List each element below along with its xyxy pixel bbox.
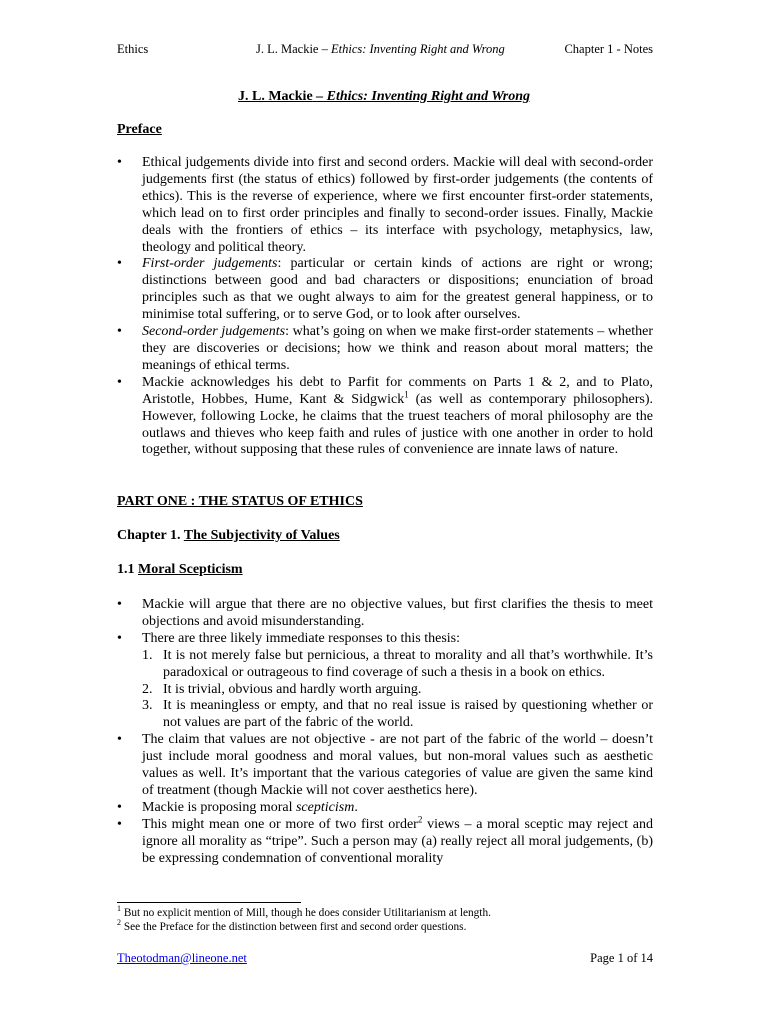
preface-bullet-4-text-a: Mackie acknowledges his debt to Parfit for comments on Parts 1 & 2, and to Plato, Aristotle, Hobbes, Hume, Kant & Sidgwick xyxy=(142,374,653,407)
title-separator: – xyxy=(316,89,324,104)
section-bullet-4-text-a: Mackie is proposing moral xyxy=(142,799,296,815)
section-bullet-3 xyxy=(117,732,653,800)
section-bullet-2-text: There are three likely immediate responses to this thesis: xyxy=(142,630,461,646)
header-left: Ethics xyxy=(117,42,149,56)
footnote-2-text: See the Preface for the distinction between first and second order questions. xyxy=(121,921,467,933)
chapter-prefix: Chapter 1. xyxy=(117,528,184,543)
chapter-title: The Subjectivity of Values xyxy=(183,528,340,543)
footnote-ref-1: 1 xyxy=(404,389,409,400)
second-order-term: Second-order judgements xyxy=(142,324,286,340)
footnote-2-number: 2 xyxy=(117,918,121,928)
header-separator: – xyxy=(321,42,328,56)
section-bullet-list xyxy=(117,597,653,868)
page-number: Page 1 of 14 xyxy=(590,951,653,965)
preface-heading: Preface xyxy=(117,122,162,137)
section-bullet-2 xyxy=(117,631,653,732)
preface-bullet-4 xyxy=(117,375,653,460)
response-number-2: 2. xyxy=(142,681,153,697)
response-text-1: It is not merely false but pernicious, a threat to morality and all that’s worthwhile. It’s paradoxical or outrageous to find coverage of such a thesis in a book on ethics. xyxy=(163,647,653,680)
response-text-2: It is trivial, obvious and hardly worth arguing. xyxy=(163,681,422,697)
footnote-1 xyxy=(117,904,491,919)
scepticism-term: scepticism xyxy=(295,799,355,815)
title-author: J. L. Mackie xyxy=(238,89,313,104)
section-bullet-5-text-b: views – a moral sceptic may reject and ignore all morality as “tripe”. Such a person may (a) really reject all moral judgements, (b) be expressing condemnation of conventional morality xyxy=(142,816,653,866)
footer-email-link[interactable]: Theotodman@lineone.net xyxy=(117,951,247,965)
preface-bullet-list xyxy=(117,155,653,459)
section-bullet-3-text: The claim that values are not objective - are not part of the fabric of the world – doesn’t just include moral goodness and moral values, but non-moral values such as aesthetic values as well. It’s important that the various categories of value are given the same kind of treatment (though Mackie will not cover aesthetics here). xyxy=(142,732,653,798)
section-bullet-1 xyxy=(117,597,653,631)
footnote-divider xyxy=(117,902,301,903)
part-one-heading: PART ONE : THE STATUS OF ETHICS xyxy=(117,494,363,509)
preface-bullet-4-text-b: (as well as contemporary philosophers). However, following Locke, he claims that the truest teachers of moral philosophy are the outlaws and thieves who keep faith and rules of justice with one another in order to hold together, without supposing that these rules of convenience are innate laws of nature. xyxy=(142,391,653,458)
section-prefix: 1.1 xyxy=(117,562,138,577)
section-bullet-5 xyxy=(117,814,653,868)
response-text-3: It is meaningless or empty, and that no real issue is raised by questioning whether or not values are part of the fabric of the world. xyxy=(163,698,653,731)
section-title: Moral Scepticism xyxy=(138,562,243,577)
response-item-3 xyxy=(142,698,653,732)
footnote-ref-2: 2 xyxy=(417,814,423,825)
first-order-term: First-order judgements xyxy=(142,256,278,272)
preface-bullet-1-text: Ethical judgements divide into first and second orders. Mackie will deal with second-order judgements first (the status of ethics) followed by first-order judgements (the contents of ethics). This is the reverse of experience, where we first encounter first-order statements, which lead on to first order principles and finally to second-order issues. Finally, Mackie deals with the frontiers of ethics – its interface with psychology, metaphysics, law, theology and political theory. xyxy=(142,155,653,255)
section-bullet-4-text-b: . xyxy=(354,799,358,815)
footnote-2 xyxy=(117,918,467,933)
preface-bullet-3 xyxy=(117,324,653,375)
section-bullet-4 xyxy=(117,800,653,817)
preface-bullet-2 xyxy=(117,256,653,324)
section-bullet-1-text: Mackie will argue that there are no objective values, but first clarifies the thesis to meet objections and avoid misunderstanding. xyxy=(142,597,653,629)
response-item-2 xyxy=(142,682,653,699)
section-heading xyxy=(117,562,243,578)
header-center xyxy=(256,42,505,57)
responses-list xyxy=(142,648,653,733)
section-bullet-5-text-a: This might mean one or more of two first order xyxy=(142,816,418,832)
response-number-1: 1. xyxy=(142,647,153,663)
footnote-1-text: But no explicit mention of Mill, though he does consider Utilitarianism at length. xyxy=(121,907,491,919)
response-item-1 xyxy=(142,648,653,682)
header-right: Chapter 1 - Notes xyxy=(564,42,653,56)
response-number-3: 3. xyxy=(142,698,153,714)
document-title xyxy=(0,89,768,105)
title-book: Ethics: Inventing Right and Wrong xyxy=(326,89,530,104)
preface-bullet-2-text: : particular or certain kinds of actions are right or wrong; distinctions between good and bad characters or dispositions; enunciation of broad principles such as that we ought always to aim for the greatest general happiness, or to minimise total suffering, or to serve God, or to look after ourselves. xyxy=(142,256,654,323)
preface-bullet-3-text: : what’s going on when we make first-order statements – whether they are discoveries or decisions; how we think and reason about moral matters; the meanings of ethical terms. xyxy=(142,324,653,373)
header-author: J. L. Mackie xyxy=(256,42,319,56)
preface-bullet-1 xyxy=(117,155,653,256)
footnote-1-number: 1 xyxy=(117,904,121,914)
chapter-heading xyxy=(117,528,340,544)
header-book-title: Ethics: Inventing Right and Wrong xyxy=(330,42,505,56)
